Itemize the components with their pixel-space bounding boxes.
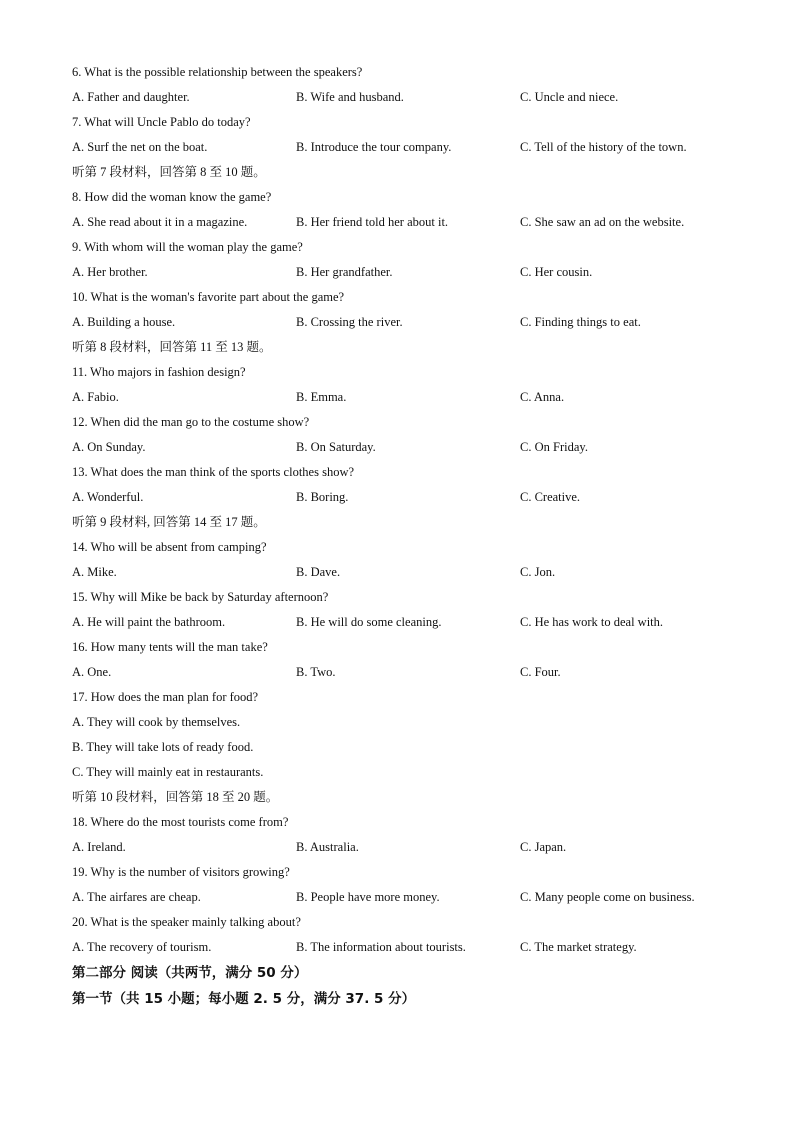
option-a: A. Mike. xyxy=(72,565,117,579)
question-11: 11. Who majors in fashion design? xyxy=(72,365,246,379)
options-14 xyxy=(72,560,742,585)
question-17: 17. How does the man plan for food? xyxy=(72,690,259,704)
option-a: A. They will cook by themselves. xyxy=(72,715,241,729)
option-c: C. Jon. xyxy=(520,565,556,579)
option-a: A. Father and daughter. xyxy=(72,90,190,104)
option-c: C. Finding things to eat. xyxy=(520,315,641,329)
options-6 xyxy=(72,85,742,110)
option-c: C. Her cousin. xyxy=(520,265,593,279)
options-15 xyxy=(72,610,742,635)
question-7: 7. What will Uncle Pablo do today? xyxy=(72,115,251,129)
instruction-material-9: 听第 9 段材料, 回答第 14 至 17 题。 xyxy=(72,515,266,529)
question-12: 12. When did the man go to the costume show? xyxy=(72,415,310,429)
option-b: B. The information about tourists. xyxy=(296,940,466,954)
question-9: 9. With whom will the woman play the game? xyxy=(72,240,303,254)
option-c: C. Many people come on business. xyxy=(520,890,695,904)
option-b: B. Crossing the river. xyxy=(296,315,403,329)
option-b: B. Her friend told her about it. xyxy=(296,215,449,229)
option-a: A. One. xyxy=(72,665,112,679)
question-10: 10. What is the woman's favorite part about the game? xyxy=(72,290,345,304)
option-a: A. Building a house. xyxy=(72,315,176,329)
question-16: 16. How many tents will the man take? xyxy=(72,640,268,654)
options-19 xyxy=(72,885,742,910)
instruction-material-10: 听第 10 段材料，回答第 18 至 20 题。 xyxy=(72,790,279,804)
options-20 xyxy=(72,935,742,960)
option-a: A. Surf the net on the boat. xyxy=(72,140,208,154)
options-11 xyxy=(72,385,742,410)
option-c: C. He has work to deal with. xyxy=(520,615,664,629)
option-c: C. Anna. xyxy=(520,390,565,404)
option-b: B. Wife and husband. xyxy=(296,90,404,104)
option-b: B. Two. xyxy=(296,665,336,679)
option-a: A. Wonderful. xyxy=(72,490,144,504)
options-16 xyxy=(72,660,742,685)
option-c: C. They will mainly eat in restaurants. xyxy=(72,765,264,779)
option-a: A. He will paint the bathroom. xyxy=(72,615,226,629)
options-9 xyxy=(72,260,742,285)
option-a: A. The recovery of tourism. xyxy=(72,940,212,954)
option-a: A. On Sunday. xyxy=(72,440,146,454)
option-b: B. They will take lots of ready food. xyxy=(72,740,254,754)
section-one-heading: 第一节（共 15 小题；每小题 2. 5 分，满分 37. 5 分） xyxy=(72,991,416,1007)
option-c: C. Four. xyxy=(520,665,561,679)
question-18: 18. Where do the most tourists come from? xyxy=(72,815,289,829)
option-b: B. Emma. xyxy=(296,390,347,404)
option-c: C. She saw an ad on the website. xyxy=(520,215,685,229)
option-a: A. The airfares are cheap. xyxy=(72,890,201,904)
option-b: B. Her grandfather. xyxy=(296,265,393,279)
instruction-material-8: 听第 8 段材料，回答第 11 至 13 题。 xyxy=(72,340,272,354)
question-20: 20. What is the speaker mainly talking about? xyxy=(72,915,301,929)
option-c: C. The market strategy. xyxy=(520,940,637,954)
option-c: C. Creative. xyxy=(520,490,581,504)
instruction-material-7: 听第 7 段材料，回答第 8 至 10 题。 xyxy=(72,165,266,179)
part-two-heading: 第二部分 阅读（共两节，满分 50 分） xyxy=(72,965,308,981)
option-b: B. Dave. xyxy=(296,565,341,579)
option-a: A. She read about it in a magazine. xyxy=(72,215,248,229)
question-8: 8. How did the woman know the game? xyxy=(72,190,272,204)
options-7 xyxy=(72,135,742,160)
question-14: 14. Who will be absent from camping? xyxy=(72,540,267,554)
question-13: 13. What does the man think of the sports clothes show? xyxy=(72,465,355,479)
question-6: 6. What is the possible relationship between the speakers? xyxy=(72,65,363,79)
option-b: B. He will do some cleaning. xyxy=(296,615,442,629)
question-19: 19. Why is the number of visitors growing? xyxy=(72,865,290,879)
options-13 xyxy=(72,485,742,510)
options-10 xyxy=(72,310,742,335)
option-b: B. People have more money. xyxy=(296,890,440,904)
option-b: B. Introduce the tour company. xyxy=(296,140,452,154)
option-b: B. Australia. xyxy=(296,840,359,854)
exam-page xyxy=(72,60,742,1012)
option-b: B. On Saturday. xyxy=(296,440,376,454)
option-b: B. Boring. xyxy=(296,490,349,504)
option-c: C. Uncle and niece. xyxy=(520,90,619,104)
option-a: A. Her brother. xyxy=(72,265,148,279)
option-a: A. Fabio. xyxy=(72,390,119,404)
options-12 xyxy=(72,435,742,460)
option-a: A. Ireland. xyxy=(72,840,126,854)
options-8 xyxy=(72,210,742,235)
question-15: 15. Why will Mike be back by Saturday afternoon? xyxy=(72,590,329,604)
option-c: C. Japan. xyxy=(520,840,567,854)
option-c: C. Tell of the history of the town. xyxy=(520,140,687,154)
options-18 xyxy=(72,835,742,860)
option-c: C. On Friday. xyxy=(520,440,588,454)
